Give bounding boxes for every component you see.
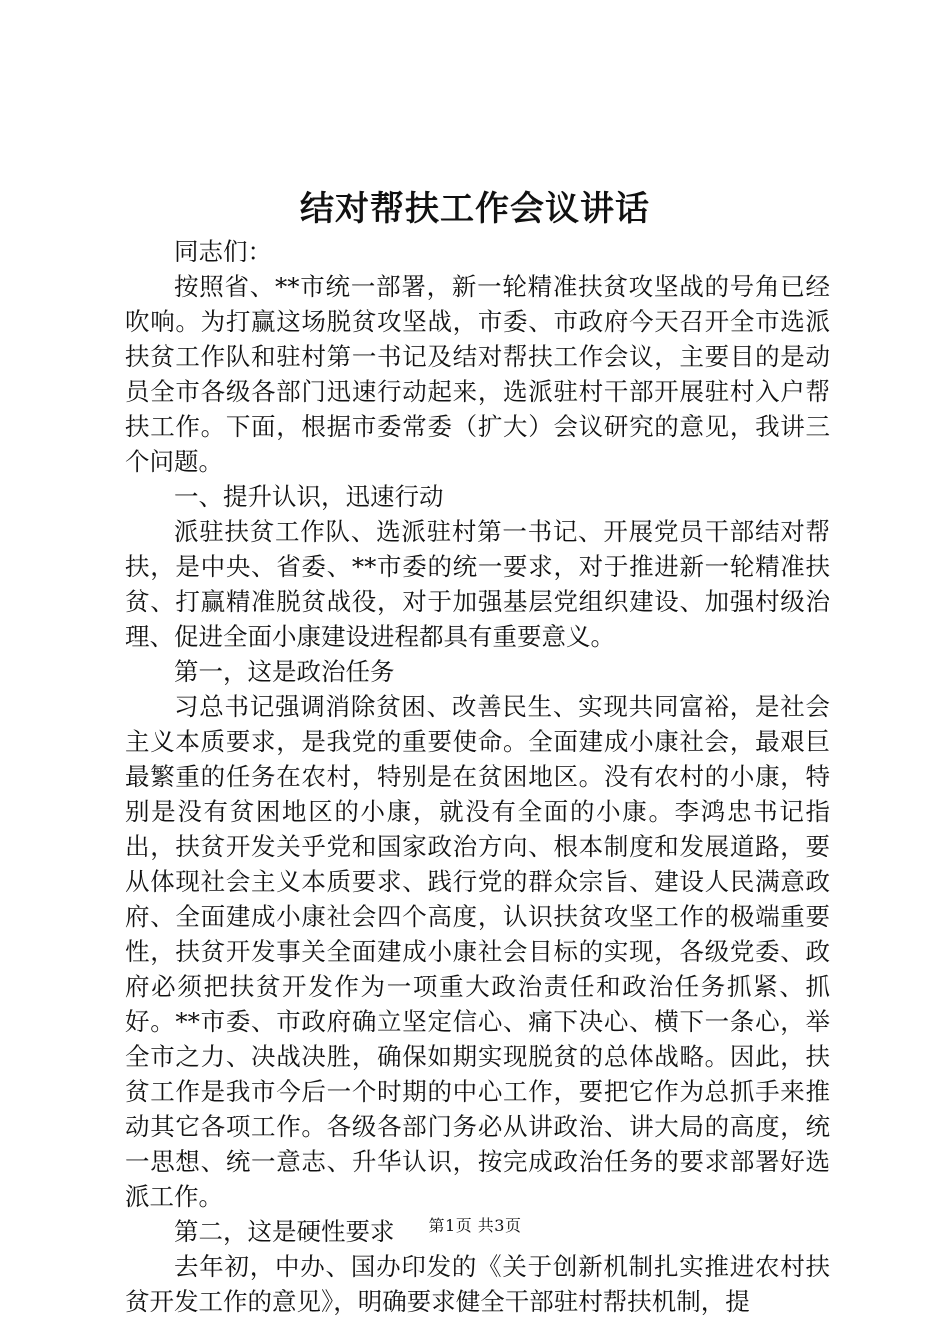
page-footer: 第1页 共3页 xyxy=(428,1216,522,1235)
paragraph-section-1: 派驻扶贫工作队、选派驻村第一书记、开展党员干部结对帮扶，是中央、省委、**市委的统一要求，对于推进新一轮精准扶贫、打赢精准脱贫战役，对于加强基层党组织建设、加强村级治理、促进全面小康建设进程都具有重要意义。 xyxy=(125,517,830,651)
subheading-second: 第二，这是硬性要求 xyxy=(174,1217,395,1246)
paragraph-first: 习总书记强调消除贫困、改善民生、实现共同富裕，是社会主义本质要求，是我党的重要使命。全面建成小康社会，最艰巨最繁重的任务在农村，特别是在贫困地区。没有农村的小康，特别是没有贫困地区的小康，就没有全面的小康。李鸿忠书记指出，扶贫开发关乎党和国家政治方向、根本制度和发展道路，要从体现社会主义本质要求、践行党的群众宗旨、建设人民满意政府、全面建成小康社会四个高度，认识扶贫攻坚工作的极端重要性，扶贫开发事关全面建成小康社会目标的实现，各级党委、政府必须把扶贫开发作为一项重大政治责任和政治任务抓紧、抓好。**市委、市政府确立坚定信心、痛下决心、横下一条心，举全市之力、决战决胜，确保如期实现脱贫的总体战略。因此，扶贫工作是我市今后一个时期的中心工作，要把它作为总抓手来推动其它各项工作。各级各部门务必从讲政治、讲大局的高度，统一思想、统一意志、升华认识，按完成政治任务的要求部署好选派工作。 xyxy=(125,692,830,1211)
paragraph-intro: 按照省、**市统一部署，新一轮精准扶贫攻坚战的号角已经吹响。为打赢这场脱贫攻坚战，市委、市政府今天召开全市选派扶贫工作队和驻村第一书记及结对帮扶工作会议，主要目的是动员全市各级各部门迅速行动起来，选派驻村干部开展驻村入户帮扶工作。下面，根据市委常委（扩大）会议研究的意见，我讲三个问题。 xyxy=(125,272,830,476)
document-title: 结对帮扶工作会议讲话 xyxy=(300,189,650,229)
paragraph-second: 去年初，中办、国办印发的《关于创新机制扎实推进农村扶贫开发工作的意见》，明确要求健全干部驻村帮扶机制，提 xyxy=(125,1252,830,1316)
document-body xyxy=(125,234,830,1319)
salutation: 同志们： xyxy=(174,237,272,266)
section-heading-1: 一、提升认识，迅速行动 xyxy=(174,482,444,511)
subheading-first: 第一，这是政治任务 xyxy=(174,657,395,686)
